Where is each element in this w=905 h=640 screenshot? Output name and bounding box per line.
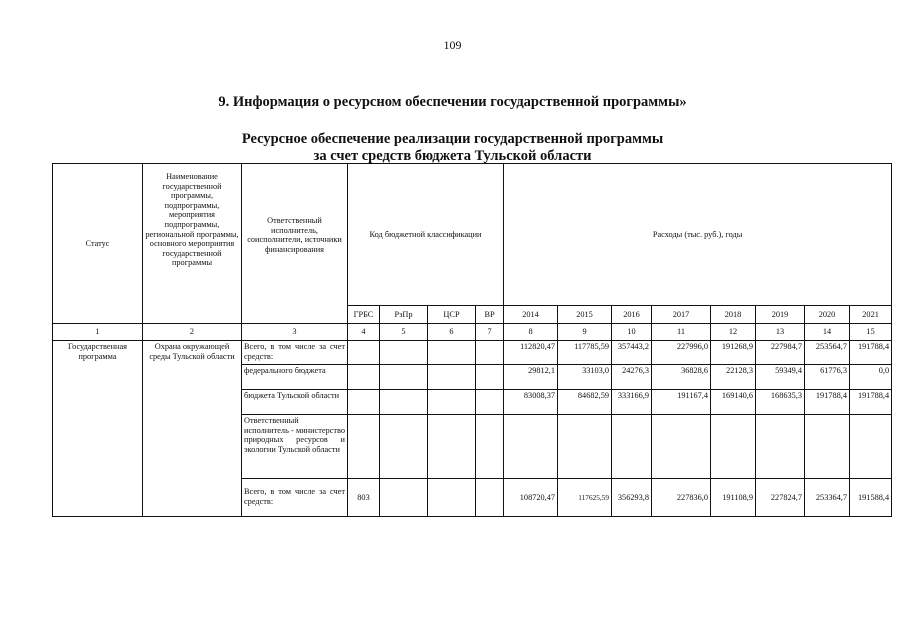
column-number: 8 <box>504 324 558 341</box>
value-cell <box>504 415 558 479</box>
grbs-cell <box>348 365 380 390</box>
value-cell: 117785,59 <box>558 341 612 365</box>
csr-cell <box>428 415 476 479</box>
vr-cell <box>476 365 504 390</box>
header-responsible: Ответственный исполнитель, соисполнители, источники финансирования <box>242 164 348 324</box>
value-cell: 83008,37 <box>504 390 558 415</box>
value-cell <box>805 415 850 479</box>
column-number: 10 <box>612 324 652 341</box>
value-cell: 191268,9 <box>711 341 756 365</box>
value-cell: 357443,2 <box>612 341 652 365</box>
value-cell: 61776,3 <box>805 365 850 390</box>
vr-cell <box>476 390 504 415</box>
section-title: 9. Информация о ресурсном обеспечении государственной программы» <box>218 94 687 110</box>
value-cell: 108720,47 <box>504 479 558 517</box>
value-cell: 356293,8 <box>612 479 652 517</box>
value-cell: 33103,0 <box>558 365 612 390</box>
value-cell: 36828,6 <box>652 365 711 390</box>
value-cell: 22128,3 <box>711 365 756 390</box>
column-number: 7 <box>476 324 504 341</box>
header-year-2018: 2018 <box>711 306 756 324</box>
column-number: 15 <box>850 324 892 341</box>
csr-cell <box>428 341 476 365</box>
value-cell: 191788,4 <box>850 390 892 415</box>
vr-cell <box>476 479 504 517</box>
rzpr-cell <box>380 341 428 365</box>
status-cell: Государственная программа <box>53 341 143 517</box>
value-cell: 168635,3 <box>756 390 805 415</box>
column-numbers-row <box>53 324 892 341</box>
value-cell: 227824,7 <box>756 479 805 517</box>
value-cell <box>756 415 805 479</box>
vr-cell <box>476 415 504 479</box>
row-label: Всего, в том числе за счет средств: <box>242 479 348 517</box>
table-title <box>0 131 905 165</box>
value-cell: 29812,1 <box>504 365 558 390</box>
value-cell: 191788,4 <box>805 390 850 415</box>
value-cell: 191788,4 <box>850 341 892 365</box>
column-number: 13 <box>756 324 805 341</box>
grbs-cell <box>348 415 380 479</box>
column-number: 14 <box>805 324 850 341</box>
grbs-cell <box>348 390 380 415</box>
header-year-2020: 2020 <box>805 306 850 324</box>
row-label: Всего, в том числе за счет средств: <box>242 341 348 365</box>
value-cell: 333166,9 <box>612 390 652 415</box>
header-year-2021: 2021 <box>850 306 892 324</box>
column-number: 11 <box>652 324 711 341</box>
header-status: Статус <box>53 164 143 324</box>
column-number: 9 <box>558 324 612 341</box>
header-row-1 <box>53 164 892 306</box>
column-number: 3 <box>242 324 348 341</box>
program-name-cell: Охрана окружающей среды Тульской области <box>143 341 242 517</box>
row-label: федерального бюджета <box>242 365 348 390</box>
header-budget-code: Код бюджетной классификации <box>348 164 504 306</box>
column-number: 1 <box>53 324 143 341</box>
grbs-cell <box>348 341 380 365</box>
header-year-2015: 2015 <box>558 306 612 324</box>
value-cell: 169140,6 <box>711 390 756 415</box>
rzpr-cell <box>380 415 428 479</box>
header-year-2016: 2016 <box>612 306 652 324</box>
rzpr-cell <box>380 365 428 390</box>
value-cell <box>850 415 892 479</box>
value-cell: 253364,7 <box>805 479 850 517</box>
value-cell <box>711 415 756 479</box>
row-label: Ответственный исполнитель - министерство природных ресурсов и экологии Тульской области <box>242 415 348 479</box>
table-row <box>53 341 892 365</box>
rzpr-cell <box>380 479 428 517</box>
column-number: 5 <box>380 324 428 341</box>
value-cell <box>652 415 711 479</box>
value-cell: 84682,59 <box>558 390 612 415</box>
grbs-cell: 803 <box>348 479 380 517</box>
column-number: 2 <box>143 324 242 341</box>
header-name: Наименование государственной программы, подпрограммы, мероприятия подпрограммы, региональной программы, основного мероприятия государственной программы <box>143 164 242 324</box>
header-year-2019: 2019 <box>756 306 805 324</box>
value-cell: 0,0 <box>850 365 892 390</box>
table-title-line-1: Ресурсное обеспечение реализации государственной программы <box>241 131 664 147</box>
value-cell: 253564,7 <box>805 341 850 365</box>
value-cell: 191588,4 <box>850 479 892 517</box>
header-code-rzpr: РзПр <box>380 306 428 324</box>
rzpr-cell <box>380 390 428 415</box>
column-number: 6 <box>428 324 476 341</box>
value-cell: 59349,4 <box>756 365 805 390</box>
header-expenses: Расходы (тыс. руб.), годы <box>504 164 892 306</box>
value-cell: 117625,59 <box>558 479 612 517</box>
value-cell: 227984,7 <box>756 341 805 365</box>
value-cell: 227996,0 <box>652 341 711 365</box>
value-cell: 112820,47 <box>504 341 558 365</box>
value-cell: 191167,4 <box>652 390 711 415</box>
value-cell: 191108,9 <box>711 479 756 517</box>
page-number: 109 <box>443 38 462 52</box>
value-cell: 24276,3 <box>612 365 652 390</box>
column-number: 12 <box>711 324 756 341</box>
value-cell <box>612 415 652 479</box>
header-code-csr: ЦСР <box>428 306 476 324</box>
header-year-2017: 2017 <box>652 306 711 324</box>
value-cell: 227836,0 <box>652 479 711 517</box>
header-code-vr: ВР <box>476 306 504 324</box>
column-number: 4 <box>348 324 380 341</box>
csr-cell <box>428 365 476 390</box>
header-year-2014: 2014 <box>504 306 558 324</box>
resource-table <box>52 163 892 517</box>
row-label: бюджета Тульской области <box>242 390 348 415</box>
table-title-line-2: за счет средств бюджета Тульской области <box>313 148 592 164</box>
csr-cell <box>428 479 476 517</box>
csr-cell <box>428 390 476 415</box>
value-cell <box>558 415 612 479</box>
header-code-grbs: ГРБС <box>348 306 380 324</box>
vr-cell <box>476 341 504 365</box>
